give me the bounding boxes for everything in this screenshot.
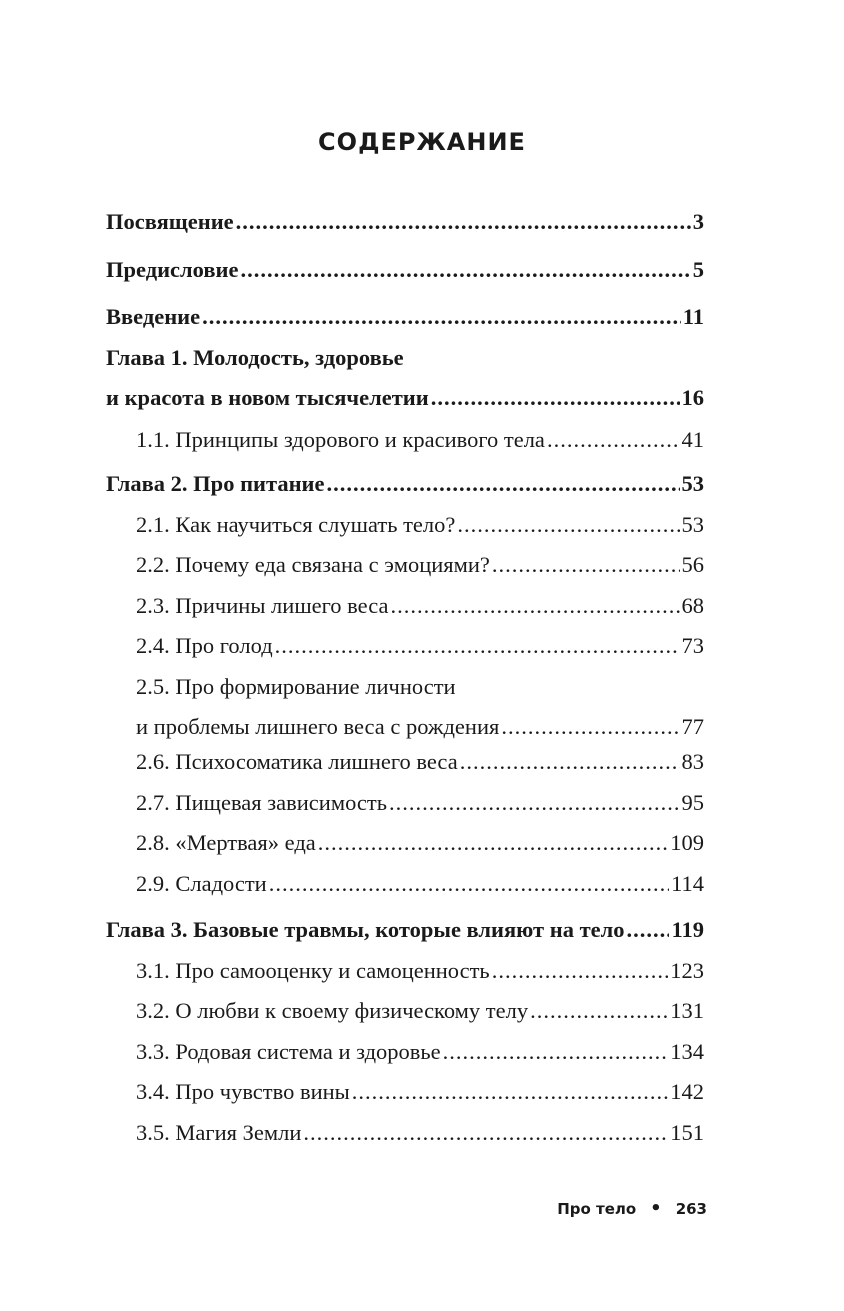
dot-leader bbox=[431, 378, 680, 418]
page-title: СОДЕРЖАНИЕ bbox=[318, 128, 526, 156]
folio-page-number: 263 bbox=[675, 1199, 707, 1218]
dot-leader bbox=[457, 505, 679, 545]
toc-entry-title: Посвящение bbox=[106, 209, 234, 234]
toc-entry-title: 3.3. Родовая система и здоровье bbox=[136, 1039, 441, 1064]
toc-page-number: 119 bbox=[671, 917, 704, 942]
toc-entry-chapter-3[interactable] bbox=[106, 910, 704, 950]
toc-page-number: 123 bbox=[670, 958, 704, 983]
dot-leader bbox=[236, 202, 691, 242]
toc-page-number: 114 bbox=[671, 871, 704, 896]
dot-leader bbox=[501, 707, 679, 747]
toc-entry-title-line1: 2.5. Про формирование личности bbox=[136, 674, 456, 699]
toc-page-number: 16 bbox=[681, 385, 704, 410]
bullet-separator: • bbox=[650, 1198, 662, 1219]
toc-page-number: 109 bbox=[670, 830, 704, 855]
dot-leader bbox=[352, 1072, 668, 1112]
toc-entry-2-3[interactable] bbox=[136, 586, 704, 626]
toc-entry-title: 2.1. Как научиться слушать тело? bbox=[136, 512, 456, 537]
dot-leader bbox=[547, 420, 680, 460]
toc-entry-title: Глава 2. Про питание bbox=[106, 471, 325, 496]
toc-entry-1-1[interactable] bbox=[136, 420, 704, 460]
toc-entry-2-2[interactable] bbox=[136, 545, 704, 585]
toc-entry-2-8[interactable] bbox=[136, 823, 704, 863]
dot-leader bbox=[460, 742, 680, 782]
toc-page-number: 11 bbox=[682, 304, 704, 329]
toc-page-number: 41 bbox=[681, 427, 704, 452]
dot-leader bbox=[443, 1032, 669, 1072]
toc-entry-3-5[interactable] bbox=[136, 1113, 704, 1153]
page-footer bbox=[557, 1198, 707, 1219]
dot-leader bbox=[202, 297, 681, 337]
dot-leader bbox=[627, 910, 670, 950]
dot-leader bbox=[275, 626, 680, 666]
toc-page-number: 53 bbox=[681, 512, 704, 537]
toc-entry-title: 3.1. Про самооценку и самоценность bbox=[136, 958, 490, 983]
toc-entry-title: 2.7. Пищевая зависимость bbox=[136, 790, 387, 815]
dot-leader bbox=[318, 823, 668, 863]
toc-page-number: 53 bbox=[681, 471, 704, 496]
toc-page-number: 151 bbox=[670, 1120, 704, 1145]
dot-leader bbox=[390, 586, 679, 626]
toc-entry-2-5[interactable] bbox=[136, 667, 704, 747]
dot-leader bbox=[327, 464, 680, 504]
dot-leader bbox=[530, 991, 668, 1031]
dot-leader bbox=[389, 783, 680, 823]
dot-leader bbox=[492, 951, 669, 991]
toc-entry-2-4[interactable] bbox=[136, 626, 704, 666]
toc-entry-3-4[interactable] bbox=[136, 1072, 704, 1112]
toc-page-number: 134 bbox=[670, 1039, 704, 1064]
toc-entry-title: 2.2. Почему еда связана с эмоциями? bbox=[136, 552, 490, 577]
toc-page-number: 3 bbox=[692, 209, 704, 234]
toc-entry-2-1[interactable] bbox=[136, 505, 704, 545]
toc-entry-title: 1.1. Принципы здорового и красивого тела bbox=[136, 427, 545, 452]
toc-entry-title: 2.3. Причины лишего веса bbox=[136, 593, 389, 618]
toc-entry-dedication[interactable] bbox=[106, 202, 704, 242]
toc-entry-title: Предисловие bbox=[106, 257, 239, 282]
toc-entry-title: 2.4. Про голод bbox=[136, 633, 273, 658]
toc-entry-title-line1: Глава 1. Молодость, здоровье bbox=[106, 345, 404, 370]
toc-entry-title: и красота в новом тысячелетии bbox=[106, 385, 429, 410]
toc-entry-2-6[interactable] bbox=[136, 742, 704, 782]
toc-entry-title: и проблемы лишнего веса с рождения bbox=[136, 714, 500, 739]
toc-entry-title: 3.2. О любви к своему физическому телу bbox=[136, 998, 529, 1023]
dot-leader bbox=[269, 864, 669, 904]
toc-entry-title: 2.6. Психосоматика лишнего веса bbox=[136, 749, 458, 774]
toc-entry-2-9[interactable] bbox=[136, 864, 704, 904]
toc-entry-title: Глава 3. Базовые травмы, которые влияют на тело bbox=[106, 917, 625, 942]
toc-entry-chapter-1[interactable] bbox=[106, 338, 704, 418]
toc-entry-title: 2.9. Сладости bbox=[136, 871, 267, 896]
toc-page-number: 56 bbox=[681, 552, 704, 577]
dot-leader bbox=[240, 250, 690, 290]
toc-page-number: 142 bbox=[670, 1079, 704, 1104]
toc-page-number: 77 bbox=[681, 714, 704, 739]
running-title: Про тело bbox=[557, 1199, 637, 1218]
toc-page-number: 95 bbox=[681, 790, 704, 815]
toc-entry-preface[interactable] bbox=[106, 250, 704, 290]
toc-entry-chapter-2[interactable] bbox=[106, 464, 704, 504]
toc-page-number: 83 bbox=[681, 749, 704, 774]
toc-entry-introduction[interactable] bbox=[106, 297, 704, 337]
toc-page-number: 131 bbox=[670, 998, 704, 1023]
toc-page-number: 5 bbox=[692, 257, 704, 282]
dot-leader bbox=[303, 1113, 668, 1153]
toc-entry-title: 2.8. «Мертвая» еда bbox=[136, 830, 316, 855]
toc-page-number: 73 bbox=[681, 633, 704, 658]
toc-entry-3-2[interactable] bbox=[136, 991, 704, 1031]
toc-entry-title: 3.4. Про чувство вины bbox=[136, 1079, 350, 1104]
toc-entry-title: 3.5. Магия Земли bbox=[136, 1120, 302, 1145]
toc-entry-2-7[interactable] bbox=[136, 783, 704, 823]
toc-entry-title: Введение bbox=[106, 304, 201, 329]
toc-page-number: 68 bbox=[681, 593, 704, 618]
dot-leader bbox=[492, 545, 680, 585]
toc-entry-3-3[interactable] bbox=[136, 1032, 704, 1072]
toc-entry-3-1[interactable] bbox=[136, 951, 704, 991]
